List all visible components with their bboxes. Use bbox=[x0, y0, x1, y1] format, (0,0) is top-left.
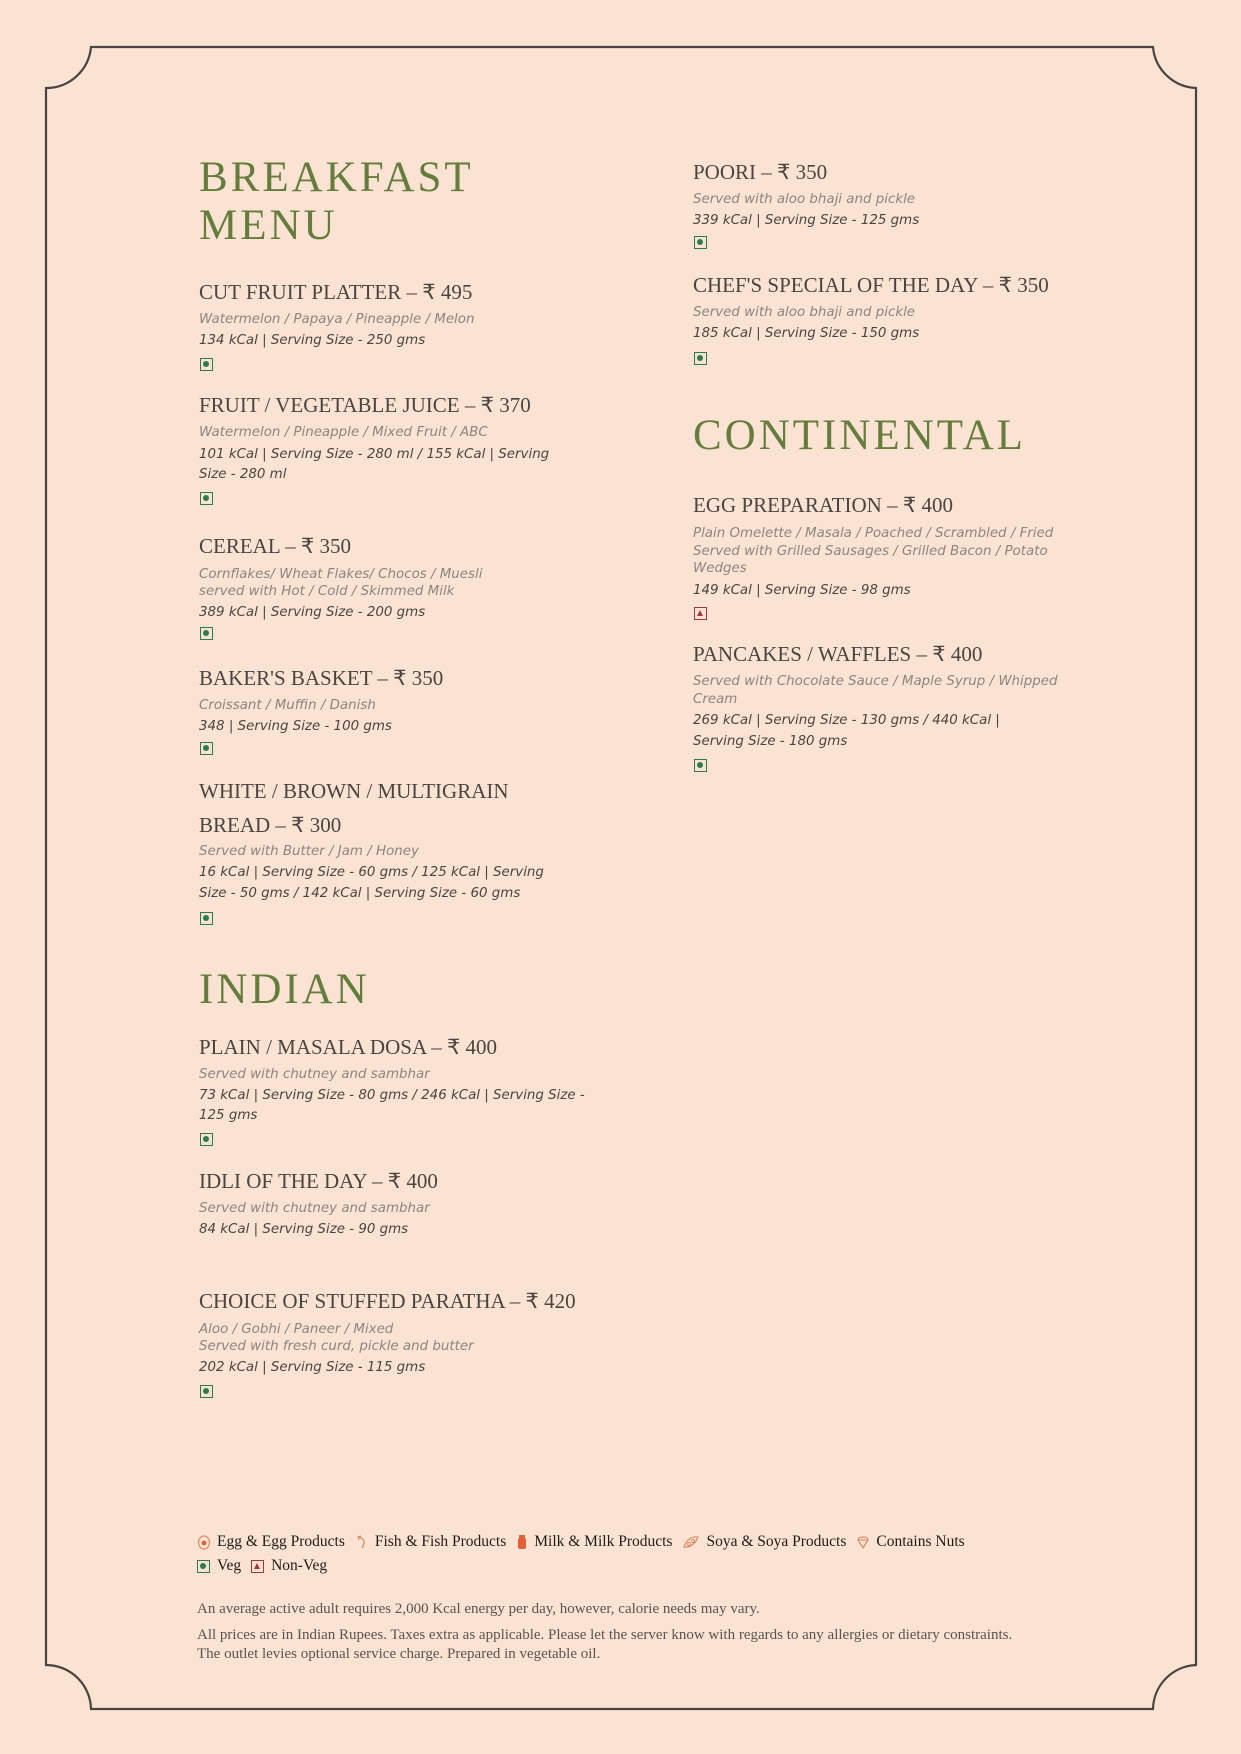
item-kcal: Serving Size - 180 gms bbox=[693, 734, 848, 749]
legend-row-allergens bbox=[197, 1530, 1097, 1554]
pricing-note: All prices are in Indian Rupees. Taxes extra as applicable. Please let the server know with regards to any allergies or dietary constraints. bbox=[197, 1627, 1013, 1643]
item-kcal: Size - 280 ml bbox=[199, 467, 287, 482]
veg-icon bbox=[200, 742, 213, 755]
legend-soya bbox=[682, 1533, 846, 1551]
item-name-dosa: PLAIN / MASALA DOSA – ₹ 400 bbox=[199, 1035, 498, 1059]
item-name-bakers-basket: BAKER'S BASKET – ₹ 350 bbox=[199, 666, 444, 690]
item-kcal: 134 kCal | Serving Size - 250 gms bbox=[199, 333, 426, 348]
item-name-egg-preparation: EGG PREPARATION – ₹ 400 bbox=[693, 493, 953, 517]
milk-bottle-icon bbox=[516, 1534, 528, 1550]
non-veg-icon bbox=[251, 1560, 264, 1573]
legend-egg bbox=[197, 1533, 345, 1551]
item-desc: Served with fresh curd, pickle and butter bbox=[199, 1339, 474, 1354]
allergen-legend bbox=[197, 1530, 1097, 1578]
service-charge-note: The outlet levies optional service charge. Prepared in vegetable oil. bbox=[197, 1646, 601, 1662]
item-kcal: 84 kCal | Serving Size - 90 gms bbox=[199, 1222, 409, 1237]
legend-fish-label: Fish & Fish Products bbox=[374, 1533, 507, 1550]
legend-veg bbox=[197, 1557, 241, 1575]
title-line-2: MENU bbox=[199, 202, 338, 249]
item-name-cut-fruit-platter: CUT FRUIT PLATTER – ₹ 495 bbox=[199, 280, 473, 304]
item-desc: Served with Grilled Sausages / Grilled Bacon / Potato bbox=[693, 544, 1048, 559]
item-name-cereal: CEREAL – ₹ 350 bbox=[199, 534, 351, 558]
item-desc: Wedges bbox=[693, 561, 747, 576]
item-desc: Served with aloo bhaji and pickle bbox=[693, 192, 916, 207]
item-name-juice: FRUIT / VEGETABLE JUICE – ₹ 370 bbox=[199, 393, 531, 417]
veg-icon bbox=[200, 627, 213, 640]
calorie-note: An average active adult requires 2,000 Kcal energy per day, however, calorie needs may vary. bbox=[197, 1601, 760, 1617]
legend-soya-label: Soya & Soya Products bbox=[706, 1533, 847, 1550]
legend-nuts-label: Contains Nuts bbox=[876, 1533, 965, 1550]
fish-icon bbox=[355, 1534, 369, 1550]
legend-egg-label: Egg & Egg Products bbox=[217, 1533, 345, 1550]
continental-section-title: CONTINENTAL bbox=[693, 412, 1026, 459]
legend-fish bbox=[355, 1533, 506, 1551]
item-kcal: 339 kCal | Serving Size - 125 gms bbox=[693, 213, 920, 228]
item-desc: Served with Chocolate Sauce / Maple Syrup / Whipped bbox=[693, 674, 1058, 689]
item-name-pancakes-waffles: PANCAKES / WAFFLES – ₹ 400 bbox=[693, 642, 983, 666]
item-desc: Served with chutney and sambhar bbox=[199, 1201, 430, 1216]
item-desc: Watermelon / Papaya / Pineapple / Melon bbox=[199, 312, 475, 327]
legend-milk bbox=[516, 1533, 672, 1551]
nut-icon bbox=[856, 1534, 870, 1550]
veg-icon bbox=[200, 358, 213, 371]
item-desc: Watermelon / Pineapple / Mixed Fruit / ABC bbox=[199, 425, 488, 440]
non-veg-icon bbox=[694, 607, 707, 620]
item-desc: Aloo / Gobhi / Paneer / Mixed bbox=[199, 1322, 394, 1337]
item-kcal: 269 kCal | Serving Size - 130 gms / 440 kCal | bbox=[693, 713, 1000, 728]
legend-nonveg bbox=[251, 1557, 327, 1575]
veg-icon bbox=[200, 1385, 213, 1398]
item-name-chefs-special: CHEF'S SPECIAL OF THE DAY – ₹ 350 bbox=[693, 273, 1049, 297]
veg-icon bbox=[694, 236, 707, 249]
item-kcal: 389 kCal | Serving Size - 200 gms bbox=[199, 605, 426, 620]
item-name-paratha: CHOICE OF STUFFED PARATHA – ₹ 420 bbox=[199, 1289, 576, 1313]
soya-bean-icon bbox=[682, 1534, 700, 1550]
item-desc: Cornflakes/ Wheat Flakes/ Chocos / Muesli bbox=[199, 567, 483, 582]
item-kcal: 149 kCal | Serving Size - 98 gms bbox=[693, 583, 911, 598]
veg-icon bbox=[200, 912, 213, 925]
item-name-idli: IDLI OF THE DAY – ₹ 400 bbox=[199, 1169, 438, 1193]
item-name-poori: POORI – ₹ 350 bbox=[693, 160, 828, 184]
item-desc: Croissant / Muffin / Danish bbox=[199, 698, 376, 713]
item-kcal: 101 kCal | Serving Size - 280 ml / 155 kCal | Serving bbox=[199, 447, 550, 462]
veg-icon bbox=[694, 759, 707, 772]
legend-nuts bbox=[856, 1533, 964, 1551]
item-kcal: 348 | Serving Size - 100 gms bbox=[199, 719, 392, 734]
legend-milk-label: Milk & Milk Products bbox=[534, 1533, 673, 1550]
veg-icon bbox=[200, 1133, 213, 1146]
item-name-bread-price: BREAD – ₹ 300 bbox=[199, 813, 342, 837]
legend-veg-label: Veg bbox=[217, 1557, 242, 1574]
veg-icon bbox=[197, 1560, 210, 1573]
item-desc: Served with chutney and sambhar bbox=[199, 1067, 430, 1082]
title-line-1: BREAKFAST bbox=[199, 154, 474, 201]
egg-icon bbox=[197, 1534, 211, 1550]
item-kcal: 73 kCal | Serving Size - 80 gms / 246 kCal | Serving Size - bbox=[199, 1088, 585, 1103]
indian-section-title: INDIAN bbox=[199, 966, 370, 1013]
item-desc: Plain Omelette / Masala / Poached / Scrambled / Fried bbox=[693, 526, 1054, 541]
item-desc: Cream bbox=[693, 692, 738, 707]
item-kcal: 125 gms bbox=[199, 1108, 258, 1123]
item-name-bread: WHITE / BROWN / MULTIGRAIN bbox=[199, 779, 509, 803]
item-kcal: Size - 50 gms / 142 kCal | Serving Size - 60 gms bbox=[199, 886, 521, 901]
item-desc: Served with Butter / Jam / Honey bbox=[199, 844, 419, 859]
item-kcal: 16 kCal | Serving Size - 60 gms / 125 kCal | Serving bbox=[199, 865, 544, 880]
legend-row-diet bbox=[197, 1554, 1097, 1578]
veg-icon bbox=[200, 492, 213, 505]
item-kcal: 185 kCal | Serving Size - 150 gms bbox=[693, 326, 920, 341]
item-desc: Served with aloo bhaji and pickle bbox=[693, 305, 916, 320]
veg-icon bbox=[694, 352, 707, 365]
item-kcal: 202 kCal | Serving Size - 115 gms bbox=[199, 1360, 426, 1375]
legend-nonveg-label: Non-Veg bbox=[271, 1557, 328, 1574]
item-desc: served with Hot / Cold / Skimmed Milk bbox=[199, 584, 455, 599]
breakfast-menu-title bbox=[199, 154, 474, 250]
